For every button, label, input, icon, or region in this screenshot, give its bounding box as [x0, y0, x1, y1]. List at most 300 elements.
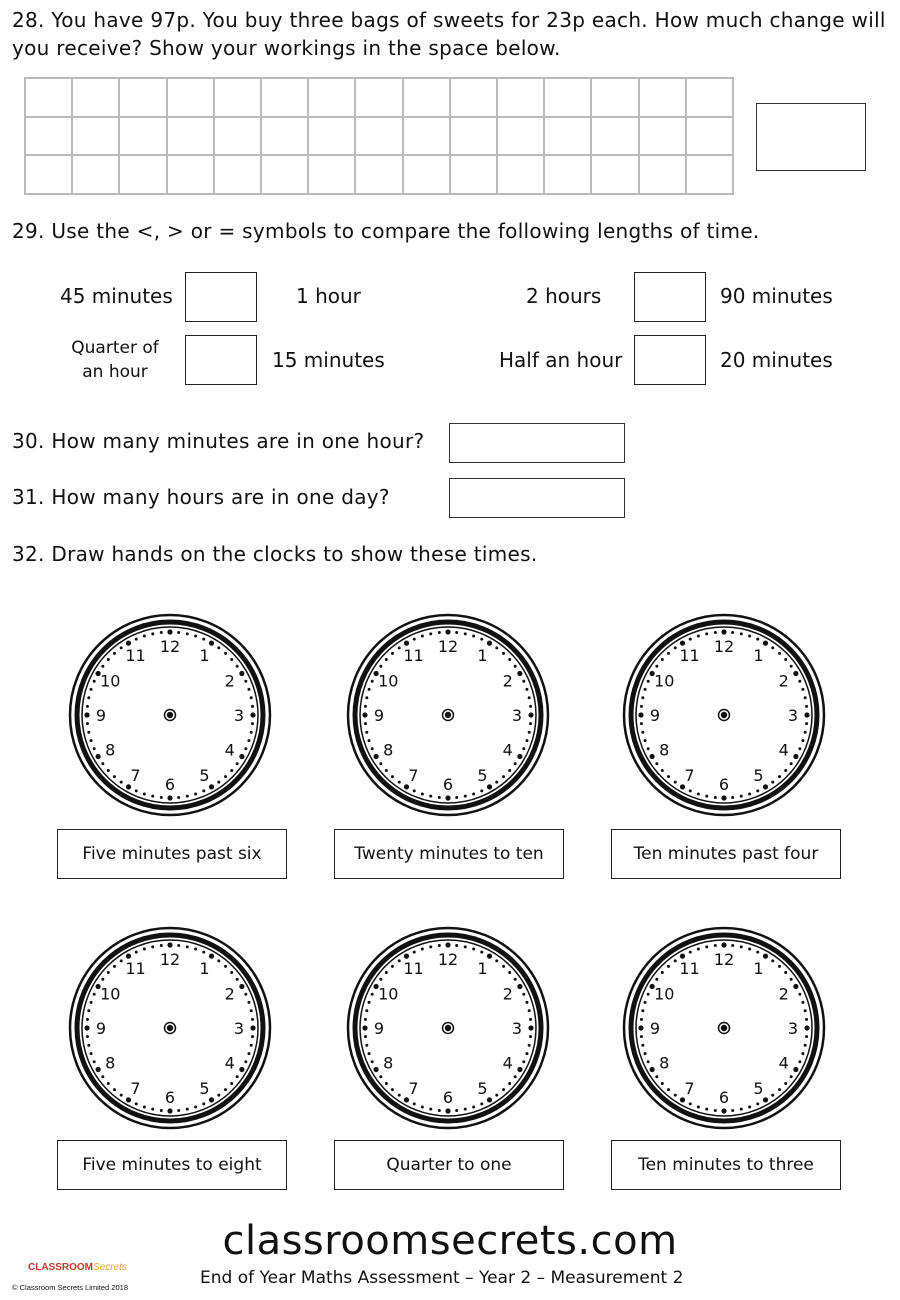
minute-tick	[674, 781, 677, 784]
grid-cell	[355, 117, 402, 156]
minute-tick	[194, 1105, 197, 1108]
minute-tick	[86, 722, 89, 725]
minute-tick	[778, 965, 781, 968]
hour-tick	[487, 784, 492, 789]
minute-tick	[528, 696, 531, 699]
clock-numeral: 7	[408, 1078, 419, 1098]
clock-numeral: 6	[718, 775, 730, 794]
hour-tick	[793, 671, 798, 676]
minute-tick	[784, 1082, 787, 1085]
hour-tick	[374, 1067, 379, 1072]
clock-numeral: 9	[373, 706, 385, 725]
clock-label-2: Twenty minutes to ten	[334, 829, 564, 879]
grid-cell	[72, 117, 119, 156]
hour-tick	[445, 795, 450, 800]
hour-tick	[445, 1108, 450, 1113]
minute-tick	[674, 959, 677, 962]
minute-tick	[244, 747, 247, 750]
minute-tick	[385, 658, 388, 661]
hour-tick	[404, 1097, 409, 1102]
hour-tick	[126, 784, 131, 789]
minute-tick	[514, 978, 517, 981]
minute-tick	[230, 769, 233, 772]
grid-cell	[450, 117, 497, 156]
grid-cell	[639, 117, 686, 156]
minute-tick	[194, 792, 197, 795]
minute-tick	[495, 781, 498, 784]
minute-tick	[778, 1088, 781, 1091]
clock-numeral: 3	[511, 1019, 523, 1038]
clock-numeral: 4	[224, 1053, 235, 1073]
minute-tick	[522, 747, 525, 750]
grid-cell	[403, 155, 450, 194]
clock-face-4[interactable]	[67, 925, 273, 1131]
grid-cell	[214, 78, 261, 117]
answer-box-31[interactable]	[449, 478, 625, 518]
hour-tick	[167, 795, 172, 800]
minute-tick	[236, 978, 239, 981]
grid-cell	[497, 78, 544, 117]
minute-tick	[705, 1108, 708, 1111]
minute-tick	[455, 1109, 458, 1112]
clock-numeral: 10	[654, 671, 675, 691]
minute-tick	[804, 731, 807, 734]
grid-cell	[544, 155, 591, 194]
minute-tick	[186, 795, 189, 798]
hour-tick	[763, 784, 768, 789]
clock-face-6[interactable]	[621, 925, 827, 1131]
minute-tick	[244, 993, 247, 996]
clock-center-dot	[167, 712, 173, 718]
minute-tick	[790, 762, 793, 765]
hour-tick	[804, 712, 809, 717]
minute-tick	[250, 1009, 253, 1012]
minute-tick	[705, 945, 708, 948]
grid-cell	[214, 155, 261, 194]
minute-tick	[113, 965, 116, 968]
minute-tick	[644, 1052, 647, 1055]
minute-tick	[236, 665, 239, 668]
minute-tick	[480, 789, 483, 792]
minute-tick	[714, 944, 717, 947]
answer-box-28[interactable]	[756, 103, 866, 171]
grid-cell	[261, 117, 308, 156]
hour-tick	[167, 942, 172, 947]
clock-numeral: 12	[437, 637, 459, 656]
minute-tick	[135, 789, 138, 792]
minute-tick	[667, 652, 670, 655]
minute-tick	[508, 1082, 511, 1085]
clock-label-6: Ten minutes to three	[611, 1140, 841, 1190]
compare-left-1: 45 minutes	[60, 284, 173, 308]
minute-tick	[87, 731, 90, 734]
minute-tick	[398, 781, 401, 784]
hour-tick	[362, 712, 367, 717]
minute-tick	[438, 796, 441, 799]
clock-numeral: 12	[159, 637, 181, 656]
clock-numeral: 3	[233, 706, 245, 725]
minute-tick	[365, 1009, 368, 1012]
grid-cell	[639, 78, 686, 117]
minute-tick	[480, 1102, 483, 1105]
minute-tick	[217, 1094, 220, 1097]
minute-tick	[778, 775, 781, 778]
grid-cell	[686, 155, 733, 194]
minute-tick	[398, 959, 401, 962]
clock-face-1[interactable]	[67, 612, 273, 818]
clock-numeral: 4	[778, 740, 789, 760]
minute-tick	[740, 1108, 743, 1111]
minute-tick	[391, 652, 394, 655]
minute-tick	[644, 688, 647, 691]
clock-label-4: Five minutes to eight	[57, 1140, 287, 1190]
hour-tick	[487, 954, 492, 959]
minute-tick	[107, 1082, 110, 1085]
minute-tick	[480, 638, 483, 641]
hour-tick	[167, 629, 172, 634]
grid-cell	[544, 78, 591, 117]
minute-tick	[697, 792, 700, 795]
minute-tick	[391, 965, 394, 968]
clock-numeral: 11	[679, 959, 700, 979]
compare-left-4: Half an hour	[499, 348, 623, 372]
minute-tick	[438, 631, 441, 634]
grid-cell	[167, 155, 214, 194]
minute-tick	[480, 951, 483, 954]
hour-tick	[517, 984, 522, 989]
minute-tick	[647, 747, 650, 750]
minute-tick	[798, 993, 801, 996]
hour-tick	[96, 754, 101, 759]
minute-tick	[250, 731, 253, 734]
clock-label-1: Five minutes past six	[57, 829, 287, 879]
minute-tick	[364, 1018, 367, 1021]
minute-tick	[86, 1018, 89, 1021]
clock-numeral: 5	[753, 765, 764, 785]
minute-tick	[120, 781, 123, 784]
hour-tick	[793, 754, 798, 759]
minute-tick	[514, 665, 517, 668]
minute-tick	[714, 796, 717, 799]
minute-tick	[429, 1108, 432, 1111]
workings-grid[interactable]	[24, 77, 734, 195]
minute-tick	[160, 796, 163, 799]
minute-tick	[667, 965, 670, 968]
minute-tick	[230, 658, 233, 661]
minute-tick	[101, 978, 104, 981]
hour-tick	[804, 1025, 809, 1030]
grid-cell	[308, 155, 355, 194]
minute-tick	[731, 1109, 734, 1112]
minute-tick	[798, 680, 801, 683]
clock-numeral: 2	[778, 671, 789, 691]
minute-tick	[689, 1102, 692, 1105]
clock-face-2[interactable]	[345, 612, 551, 818]
clock-numeral: 5	[199, 1078, 210, 1098]
minute-tick	[371, 747, 374, 750]
hour-tick	[404, 641, 409, 646]
minute-tick	[224, 652, 227, 655]
minute-tick	[93, 747, 96, 750]
minute-tick	[365, 731, 368, 734]
minute-tick	[368, 1052, 371, 1055]
minute-tick	[661, 769, 664, 772]
minute-tick	[236, 762, 239, 765]
grid-cell	[591, 155, 638, 194]
footer-website: classroomsecrets.com	[222, 1218, 678, 1264]
minute-tick	[135, 1102, 138, 1105]
grid-cell	[72, 78, 119, 117]
minute-tick	[525, 688, 528, 691]
clock-numeral: 11	[403, 646, 424, 666]
minute-tick	[689, 951, 692, 954]
hour-tick	[239, 671, 244, 676]
minute-tick	[805, 1018, 808, 1021]
hour-tick	[638, 1025, 643, 1030]
hour-tick	[362, 1025, 367, 1030]
hour-tick	[126, 1097, 131, 1102]
minute-tick	[525, 739, 528, 742]
minute-tick	[714, 1109, 717, 1112]
minute-tick	[421, 948, 424, 951]
minute-tick	[379, 762, 382, 765]
minute-tick	[250, 1044, 253, 1047]
minute-tick	[464, 795, 467, 798]
hour-tick	[517, 754, 522, 759]
question-29-text: 29. Use the <, > or = symbols to compare the following lengths of time.	[12, 219, 760, 243]
minute-tick	[525, 1001, 528, 1004]
clock-numeral: 11	[679, 646, 700, 666]
minute-tick	[644, 739, 647, 742]
minute-tick	[93, 680, 96, 683]
clock-center-dot	[721, 1025, 727, 1031]
minute-tick	[93, 1060, 96, 1063]
minute-tick	[455, 631, 458, 634]
grid-cell	[591, 78, 638, 117]
clock-numeral: 2	[502, 671, 513, 691]
clock-numeral: 8	[659, 740, 670, 760]
minute-tick	[385, 1082, 388, 1085]
compare-right-2: 90 minutes	[720, 284, 833, 308]
hour-tick	[250, 712, 255, 717]
grid-cell	[308, 78, 355, 117]
minute-tick	[217, 959, 220, 962]
hour-tick	[209, 954, 214, 959]
minute-tick	[640, 705, 643, 708]
hour-tick	[209, 641, 214, 646]
minute-tick	[674, 1094, 677, 1097]
grid-cell	[591, 117, 638, 156]
clock-numeral: 1	[753, 959, 764, 979]
classroom-secrets-logo	[28, 1262, 127, 1273]
minute-tick	[655, 978, 658, 981]
minute-tick	[464, 632, 467, 635]
minute-tick	[804, 1044, 807, 1047]
minute-tick	[151, 632, 154, 635]
minute-tick	[186, 632, 189, 635]
minute-tick	[90, 739, 93, 742]
hour-tick	[239, 984, 244, 989]
hour-tick	[126, 641, 131, 646]
hour-tick	[250, 1025, 255, 1030]
minute-tick	[528, 1044, 531, 1047]
minute-tick	[413, 951, 416, 954]
minute-tick	[756, 1102, 759, 1105]
grid-cell	[119, 117, 166, 156]
minute-tick	[107, 971, 110, 974]
minute-tick	[641, 1009, 644, 1012]
clock-numeral: 5	[199, 765, 210, 785]
hour-tick	[680, 641, 685, 646]
grid-cell	[167, 78, 214, 117]
minute-tick	[529, 1018, 532, 1021]
clock-numeral: 7	[684, 1078, 695, 1098]
compare-box-4[interactable]	[634, 335, 706, 385]
clock-numeral: 10	[654, 984, 675, 1004]
grid-cell	[25, 155, 72, 194]
minute-tick	[429, 795, 432, 798]
minute-tick	[251, 705, 254, 708]
minute-tick	[244, 680, 247, 683]
minute-tick	[230, 971, 233, 974]
minute-tick	[714, 631, 717, 634]
clock-numeral: 8	[105, 1053, 116, 1073]
clock-numeral: 8	[383, 740, 394, 760]
minute-tick	[731, 944, 734, 947]
minute-tick	[756, 638, 759, 641]
minute-tick	[514, 762, 517, 765]
minute-tick	[90, 688, 93, 691]
hour-tick	[445, 942, 450, 947]
minute-tick	[177, 796, 180, 799]
clock-numeral: 5	[753, 1078, 764, 1098]
clock-numeral: 11	[125, 646, 146, 666]
hour-tick	[404, 954, 409, 959]
minute-tick	[143, 792, 146, 795]
clock-numeral: 9	[95, 706, 107, 725]
clock-numeral: 9	[649, 1019, 661, 1038]
minute-tick	[202, 638, 205, 641]
clock-numeral: 1	[199, 646, 210, 666]
minute-tick	[247, 1001, 250, 1004]
clock-face-5[interactable]	[345, 925, 551, 1131]
compare-box-2[interactable]	[634, 272, 706, 322]
minute-tick	[778, 652, 781, 655]
minute-tick	[705, 632, 708, 635]
minute-tick	[495, 646, 498, 649]
clock-numeral: 5	[477, 1078, 488, 1098]
minute-tick	[413, 638, 416, 641]
minute-tick	[508, 769, 511, 772]
minute-tick	[647, 680, 650, 683]
minute-tick	[748, 1105, 751, 1108]
grid-cell	[403, 78, 450, 117]
minute-tick	[379, 665, 382, 668]
minute-tick	[495, 1094, 498, 1097]
minute-tick	[641, 731, 644, 734]
minute-tick	[90, 1001, 93, 1004]
minute-tick	[368, 688, 371, 691]
grid-cell	[261, 78, 308, 117]
grid-cell	[355, 78, 402, 117]
minute-tick	[247, 688, 250, 691]
minute-tick	[251, 1018, 254, 1021]
clock-numeral: 7	[408, 765, 419, 785]
minute-tick	[647, 993, 650, 996]
minute-tick	[143, 635, 146, 638]
clock-numeral: 1	[199, 959, 210, 979]
minute-tick	[464, 945, 467, 948]
minute-tick	[661, 658, 664, 661]
minute-tick	[120, 1094, 123, 1097]
minute-tick	[514, 1075, 517, 1078]
clock-center-dot	[445, 1025, 451, 1031]
question-32-text: 32. Draw hands on the clocks to show these times.	[12, 542, 538, 566]
hour-tick	[96, 1067, 101, 1072]
minute-tick	[502, 775, 505, 778]
minute-tick	[801, 1001, 804, 1004]
minute-tick	[805, 1035, 808, 1038]
minute-tick	[251, 722, 254, 725]
hour-tick	[650, 1067, 655, 1072]
compare-box-3[interactable]	[185, 335, 257, 385]
hour-tick	[680, 1097, 685, 1102]
minute-tick	[667, 775, 670, 778]
minute-tick	[224, 1088, 227, 1091]
grid-cell	[25, 78, 72, 117]
hour-tick	[721, 942, 726, 947]
minute-tick	[224, 965, 227, 968]
minute-tick	[93, 993, 96, 996]
minute-tick	[391, 1088, 394, 1091]
minute-tick	[398, 646, 401, 649]
clock-numeral: 2	[778, 984, 789, 1004]
copyright-text: © Classroom Secrets Limited 2018	[12, 1283, 128, 1292]
hour-tick	[528, 1025, 533, 1030]
minute-tick	[438, 1109, 441, 1112]
hour-tick	[721, 629, 726, 634]
clock-numeral: 10	[100, 984, 121, 1004]
minute-tick	[247, 1052, 250, 1055]
hour-tick	[650, 754, 655, 759]
minute-tick	[502, 1088, 505, 1091]
clock-numeral: 2	[224, 671, 235, 691]
compare-box-1[interactable]	[185, 272, 257, 322]
clock-numeral: 5	[477, 765, 488, 785]
minute-tick	[107, 769, 110, 772]
answer-box-30[interactable]	[449, 423, 625, 463]
clock-numeral: 6	[718, 1088, 730, 1107]
minute-tick	[529, 722, 532, 725]
minute-tick	[202, 951, 205, 954]
clock-numeral: 4	[502, 1053, 513, 1073]
grid-cell	[450, 78, 497, 117]
clock-numeral: 3	[233, 1019, 245, 1038]
minute-tick	[143, 948, 146, 951]
minute-tick	[455, 944, 458, 947]
hour-tick	[763, 954, 768, 959]
minute-tick	[641, 696, 644, 699]
clock-face-3[interactable]	[621, 612, 827, 818]
minute-tick	[151, 795, 154, 798]
clock-numeral: 8	[659, 1053, 670, 1073]
minute-tick	[421, 1105, 424, 1108]
minute-tick	[661, 971, 664, 974]
clock-numeral: 3	[511, 706, 523, 725]
grid-cell	[119, 78, 166, 117]
minute-tick	[230, 1082, 233, 1085]
minute-tick	[798, 1060, 801, 1063]
